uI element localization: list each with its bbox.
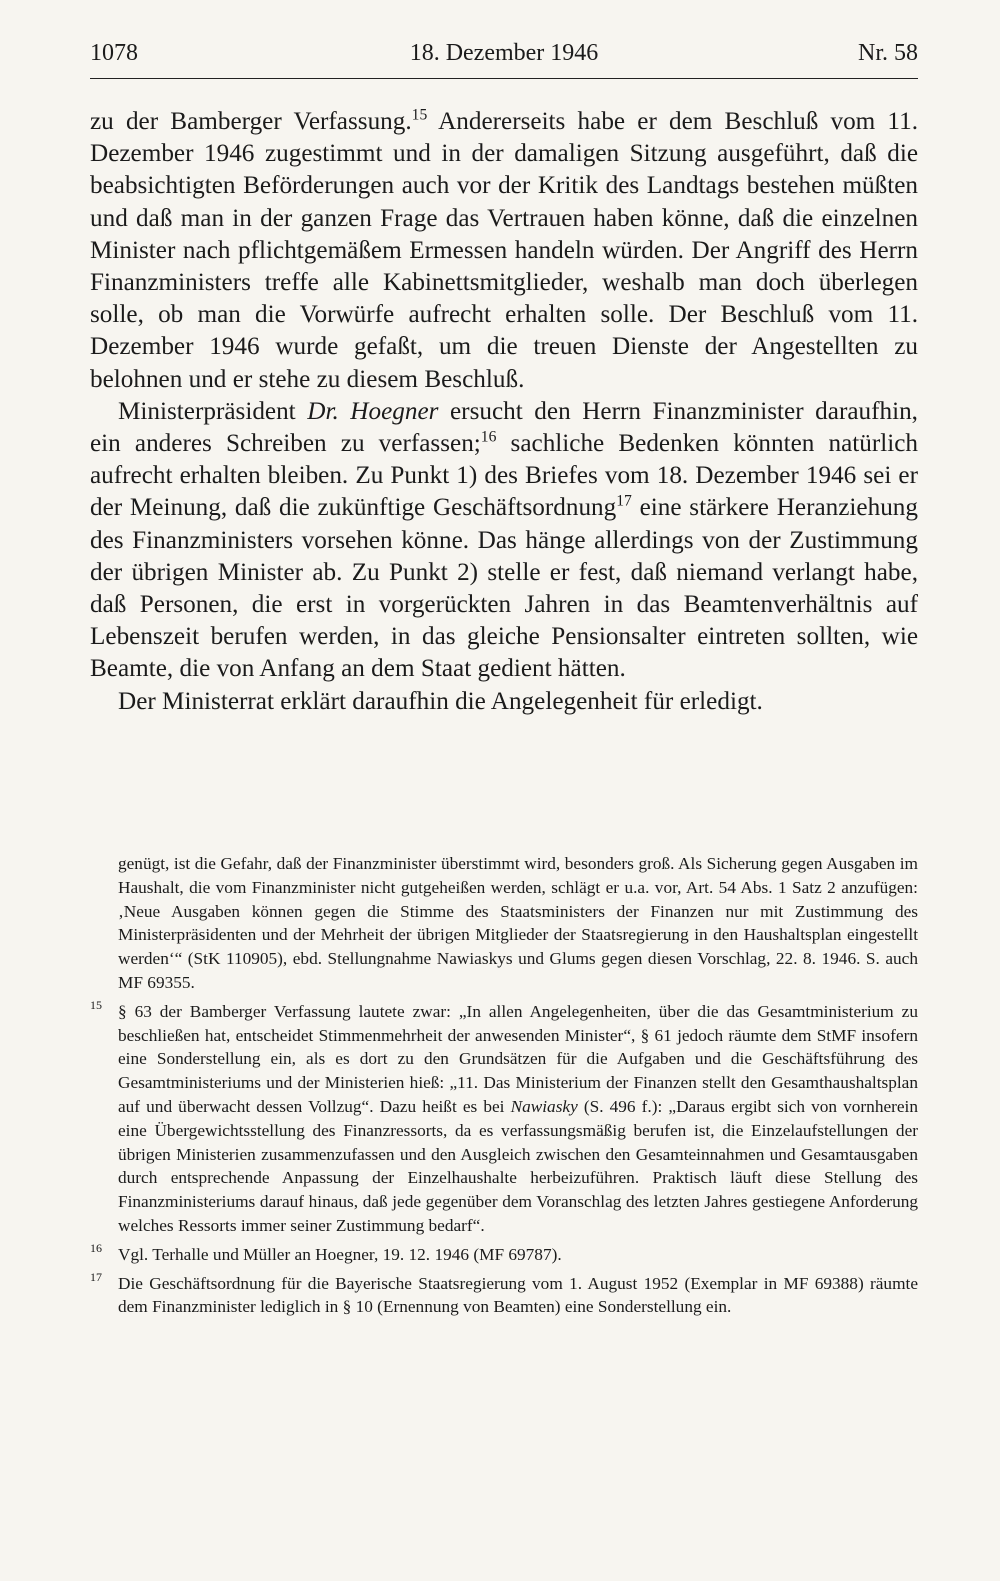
footnote-16-text: Vgl. Terhalle und Müller an Hoegner, 19. 12. 1946 (MF 69787). (118, 1244, 562, 1264)
footnote-16 (90, 1240, 918, 1267)
person-name-hoegner: Dr. Hoegner (307, 397, 439, 425)
header-rule (90, 78, 918, 79)
footnote-continuation: genügt, ist die Gefahr, daß der Finanzminister überstimmt wird, besonders groß. Als Sicherung gegen Ausgaben im Haushalt, die vom Finanzminister nicht gutgeheißen werden, schlägt er u.a. vor, Art. 54 Abs. 1 Satz 2 anzufügen: ‚Neue Ausgaben können gegen die Stimme des Staatsministers der Finanzen nur mit Zustimmung des Ministerpräsidenten und der Mehrheit der übrigen Mitglieder der Staatsregierung in den Haushaltsplan eingestellt werden‘“ (StK 110905), ebd. Stellungnahme Nawiaskys und Glums gegen diesen Vorschlag, 22. 8. 1946. S. auch MF 69355. (118, 854, 918, 992)
footnote-15-text-b: (S. 496 f.): „Daraus ergibt sich von vornherein eine Übergewichtsstellung des Finanzressorts, da es verfassungsmäßig berufen ist, die Einzelaufstellungen der übrigen Ministerien zusammenzufassen und den Ausgleich zwischen den Gesamteinnahmen und Gesamtausgaben durch entsprechende Anpassung der Einzelhaushalte herbeizuführen. Praktisch läuft diese Stellung des Finanzministeriums darauf hinaus, daß jede gegenüber dem Voranschlag des letzten Jahres gestiegene Anforderung welches Ressorts immer seiner Zustimmung bedarf“. (118, 1096, 919, 1235)
footnotes (90, 852, 918, 1319)
paragraph-2-text-c: sachliche Bedenken könnten natürlich aufrecht erhalten bleiben. Zu Punkt 1) des Briefes vom 18. Dezember 1946 sei er der Meinung, daß die zukünftige Geschäftsordnung (90, 430, 918, 522)
paragraph-2-text-b: ersucht den Herrn Finanzminister daraufhin, ein anderes Schreiben zu verfassen; (90, 397, 918, 458)
paragraph-1-text-a: zu der Bamberger Verfassung. (90, 108, 412, 135)
paragraph-1-text-b: Andererseits habe er dem Beschluß vom 11. Dezember 1946 zugestimmt und in der damaligen Sitzung ausgeführt, daß die beabsichtigten Beförderungen auch vor der Kritik des Landtags bestehen müßten und daß man in der ganzen Frage das Vertrauen haben könne, daß die einzelnen Minister nach pflichtgemäßem Ermessen handeln würden. Der Angriff des Herrn Finanzministers treffe alle Kabinettsmitglieder, weshalb man doch überlegen solle, ob man die Vorwürfe aufrecht erhalten solle. Der Beschluß vom 11. Dezember 1946 wurde gefaßt, um die treuen Dienste der Angestellten zu belohnen und er stehe zu diesem Beschluß. (90, 108, 918, 393)
footnote-17-text: Die Geschäftsordnung für die Bayerische Staatsregierung vom 1. August 1952 (Exemplar in MF 69388) räumte dem Finanzminister lediglich in § 10 (Ernennung von Beamten) eine Sonderstellung ein. (118, 1273, 918, 1317)
paragraph-2-text-a: Ministerpräsident (118, 397, 308, 425)
footnote-ref-17: 17 (616, 492, 632, 510)
paragraph-1 (90, 106, 918, 396)
page-number: 1078 (90, 40, 138, 66)
main-text (90, 106, 918, 718)
paragraph-2 (90, 396, 918, 686)
footnote-number-15: 15 (90, 997, 102, 1012)
footnote-ref-15: 15 (411, 106, 428, 124)
document-number: Nr. 58 (858, 40, 918, 66)
footnote-15-text-a: § 63 der Bamberger Verfassung lautete zwar: „In allen Angelegenheiten, über die das Gesamtministerium zu beschließen hat, entscheidet Stimmenmehrheit der anwesenden Minister“, § 61 jedoch räumte dem StMF insofern eine Sonderstellung ein, als es dort zu den Grundsätzen für die Aufgaben und die Geschäftsführung des Gesamtministeriums und der Ministerien hieß: „11. Das Ministerium der Finanzen stellt den Gesamthaushaltsplan auf und überwacht dessen Vollzug“. Dazu heißt es bei (118, 1001, 918, 1116)
footnote-number-17: 17 (90, 1269, 102, 1284)
header-date: 18. Dezember 1946 (409, 40, 599, 66)
footnote-ref-16: 16 (480, 428, 497, 446)
author-name-nawiasky: Nawiasky (510, 1096, 578, 1116)
footnote-17 (90, 1269, 918, 1320)
footnote-number-16: 16 (90, 1240, 102, 1255)
footnote-15 (90, 997, 919, 1238)
paragraph-2-text-d: eine stärkere Heranziehung des Finanzministers vorsehen könne. Das hänge allerdings von der Zustimmung der übrigen Minister ab. Zu Punkt 2) stelle er fest, daß niemand verlangt habe, daß Personen, die erst in vorgerückten Jahren in das Beamtenverhältnis auf Lebenszeit berufen werden, in das gleiche Pensionsalter eintreten sollten, wie Beamte, die von Anfang an dem Staat gedient hätten. (90, 494, 918, 683)
paragraph-3: Der Ministerrat erklärt daraufhin die Angelegenheit für erledigt. (118, 687, 763, 715)
